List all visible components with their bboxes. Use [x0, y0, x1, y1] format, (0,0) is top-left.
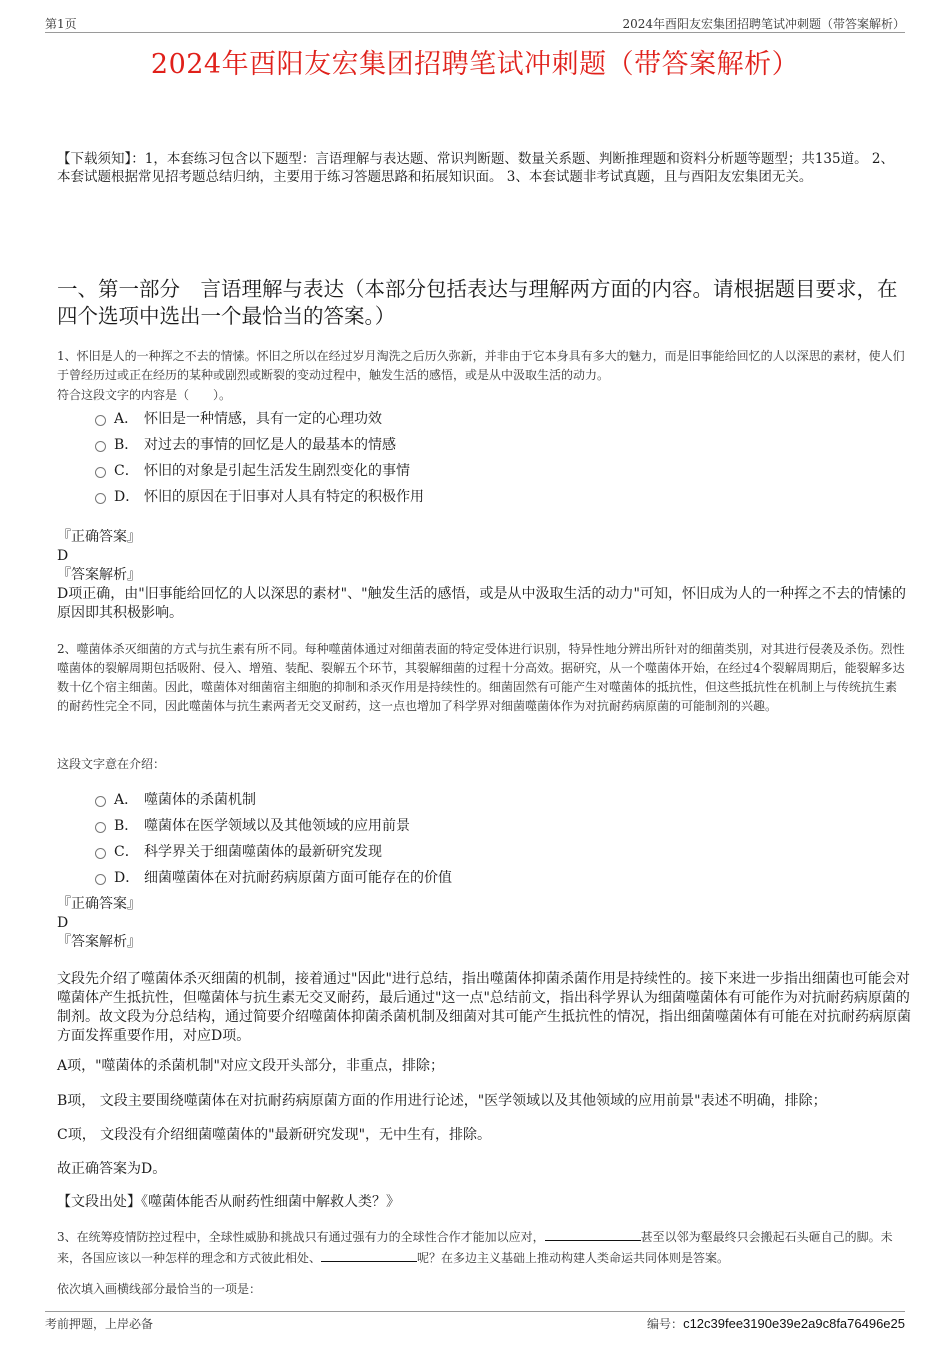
blank-line-1[interactable]: [545, 1228, 641, 1241]
question-2-stem: 2、噬菌体杀灭细菌的方式与抗生素有所不同。每种噬菌体通过对细菌表面的特定受体进行识别，特异性地分辨出所针对的细菌类别，对其进行侵袭及杀伤。烈性噬菌体的裂解周期包括吸附、侵入、增殖、装配、裂解五个环节，其裂解细菌的过程十分高效。据研究，从一个噬菌体开始，在经过4个裂解周期后，能裂解多达数十亿个宿主细菌。因此，噬菌体对细菌宿主细胞的抑制和杀灭作用是持续性的。细菌固然有可能产生对噬菌体的抵抗性，但这些抵抗性在机制上与传统抗生素的耐药性完全不同，因此噬菌体与抗生素两者无交叉耐药，这一点也增加了科学界对细菌噬菌体作为对抗耐药病原菌的可能制剂的兴趣。: [57, 642, 905, 713]
download-notice: 【下载须知】：1，本套练习包含以下题型：言语理解与表达题、常识判断题、数量关系题、判断推理题和资料分析题等题型；共135道。 2、本套试题根据常见招考题总结归纳，主要用于练习答题思路和拓展知识面。 3、本套试题非考试真题，且与酉阳友宏集团无关。: [57, 151, 894, 185]
radio-icon[interactable]: [95, 467, 106, 478]
radio-icon[interactable]: [95, 874, 106, 885]
question-2-prompt: 这段文字意在介绍：: [57, 757, 166, 771]
question-1-option-b[interactable]: B． 对过去的事情的回忆是人的最基本的情感: [95, 431, 895, 457]
question-3-stem: 3、在统筹疫情防控过程中，全球性威胁和挑战只有通过强有力的全球性合作才能加以应对， 甚至以邻为壑最终只会搬起石头砸自己的脚。未来，各国应该以一种怎样的理念和方式彼此相处、 呢？在多边主义基础上推动构建人类命运共同体则是答案。: [57, 1230, 893, 1265]
question-1-stem: 1、怀旧是人的一种挥之不去的情愫。怀旧之所以在经过岁月淘洗之后历久弥新，并非由于它本身具有多大的魅力，而是旧事能给回忆的人以深思的素材，使人们于曾经历过或正在经历的某种或剧烈或断裂的变动过程中，触发生活的感悟，或是从中汲取生活的动力。: [57, 349, 905, 382]
question-1-options: [95, 405, 895, 509]
document-title: 2024年酉阳友宏集团招聘笔试冲刺题（带答案解析）: [150, 49, 800, 80]
page-header: [45, 14, 905, 33]
radio-icon[interactable]: [95, 415, 106, 426]
header-doc-title: 2024年酉阳友宏集团招聘笔试冲刺题（带答案解析）: [622, 17, 905, 31]
footer-slogan: 考前押题，上岸必备: [45, 1317, 154, 1331]
question-1-answer-block: [57, 528, 917, 623]
question-1-option-d[interactable]: D． 怀旧的原因在于旧事对人具有特定的积极作用: [95, 483, 895, 509]
question-2-answer-block: [57, 895, 917, 952]
analysis-label: 『答案解析』: [57, 934, 141, 950]
question-1-option-a[interactable]: A． 怀旧是一种情感，具有一定的心理功效: [95, 405, 895, 431]
question-1-option-c[interactable]: C． 怀旧的对象是引起生活发生剧烈变化的事情: [95, 457, 895, 483]
question-2-options: [95, 786, 895, 890]
footer-code: 编号：c12c39fee3190e39e2a9c8fa76496e25: [647, 1316, 905, 1331]
question-3-prompt: 依次填入画横线部分最恰当的一项是：: [57, 1282, 262, 1296]
question-2-note-a: A项，"噬菌体的杀菌机制"对应文段开头部分，非重点，排除；: [57, 1058, 444, 1074]
analysis-text: D项正确，由"旧事能给回忆的人以深思的素材"、"触发生活的感悟，或是从中汲取生活的动力"可知，怀旧成为人的一种挥之不去的情愫的原因即其积极影响。: [57, 586, 906, 621]
radio-icon[interactable]: [95, 796, 106, 807]
analysis-label: 『答案解析』: [57, 567, 141, 583]
question-2-analysis-text: 文段先介绍了噬菌体杀灭细菌的机制，接着通过"因此"进行总结，指出噬菌体抑菌杀菌作用是持续性的。接下来进一步指出细菌也可能会对噬菌体产生抵抗性，但噬菌体与抗生素无交叉耐药，最后通过"这一点"总结前文，指出科学界认为细菌噬菌体有可能作为对抗耐药病原菌的制剂。故文段为分总结构，通过简要介绍噬菌体抑菌杀菌机制及细菌对其可能产生抵抗性的情况，指出细菌噬菌体有可能在对抗耐药病原菌方面发挥重要作用，对应D项。: [57, 971, 911, 1044]
answer-value: D: [57, 915, 69, 931]
question-2-note-c: C项， 文段没有介绍细菌噬菌体的"最新研究发现"，无中生有，排除。: [57, 1127, 492, 1143]
question-2-source: 【文段出处】《噬菌体能否从耐药性细菌中解救人类？》: [57, 1194, 400, 1210]
blank-line-2[interactable]: [321, 1249, 417, 1262]
question-2-final: 故正确答案为D。: [57, 1161, 167, 1177]
question-2-note-b: B项， 文段主要围绕噬菌体在对抗耐药病原菌方面的作用进行论述，"医学领域以及其他领域的应用前景"表述不明确，排除；: [57, 1093, 827, 1109]
question-2-option-d[interactable]: D． 细菌噬菌体在对抗耐药病原菌方面可能存在的价值: [95, 864, 895, 890]
question-2-option-a[interactable]: A． 噬菌体的杀菌机制: [95, 786, 895, 812]
question-2-option-b[interactable]: B． 噬菌体在医学领域以及其他领域的应用前景: [95, 812, 895, 838]
answer-label: 『正确答案』: [57, 896, 141, 912]
answer-value: D: [57, 548, 69, 564]
question-1-prompt: 符合这段文字的内容是（ ）。: [57, 388, 232, 402]
answer-label: 『正确答案』: [57, 529, 141, 545]
page-number: 第1页: [45, 17, 77, 31]
radio-icon[interactable]: [95, 822, 106, 833]
section-title: 一、第一部分 言语理解与表达（本部分包括表达与理解两方面的内容。请根据题目要求，在四个选项中选出一个最恰当的答案。）: [57, 277, 898, 328]
question-2-option-c[interactable]: C． 科学界关于细菌噬菌体的最新研究发现: [95, 838, 895, 864]
radio-icon[interactable]: [95, 441, 106, 452]
radio-icon[interactable]: [95, 848, 106, 859]
radio-icon[interactable]: [95, 493, 106, 504]
page-footer: [45, 1311, 905, 1331]
